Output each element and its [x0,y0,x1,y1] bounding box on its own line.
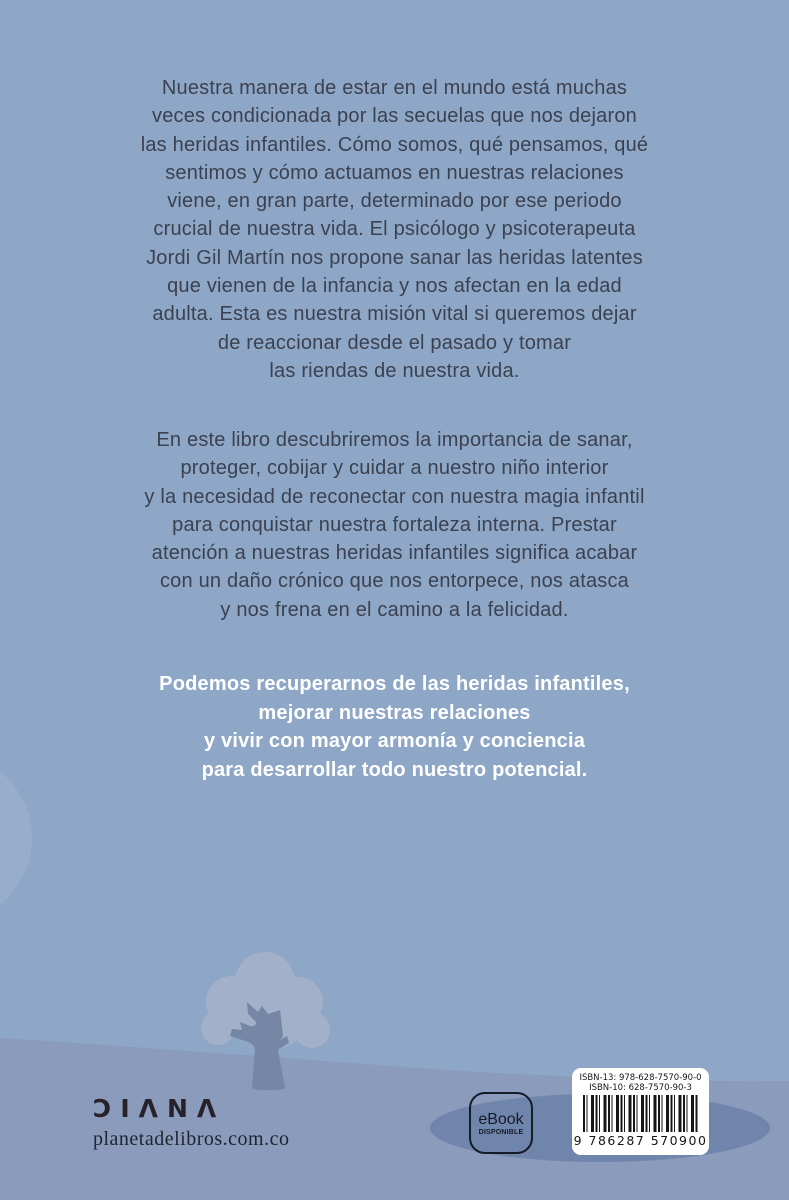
synopsis-line: para conquistar nuestra fortaleza interna. Prestar [172,513,617,536]
synopsis-line: En este libro descubriremos la importancia de sanar, [156,429,633,451]
highlight-line: Podemos recuperarnos de las heridas infantiles, [159,673,630,695]
tree-silhouette-icon [190,950,340,1100]
highlight-line: para desarrollar todo nuestro potencial. [201,758,588,781]
ebook-available-badge [469,1092,533,1154]
publisher-website: planetadelibros.com.co [93,1128,290,1150]
isbn10-text: ISBN-10: 628-7570-90-3 [589,1083,692,1093]
synopsis-line: de reaccionar desde el pasado y tomar [217,331,572,354]
ebook-badge-subtitle: DISPONIBLE [478,1128,524,1136]
synopsis-line: Jordi Gil Martín nos propone sanar las heridas latentes [146,246,643,269]
barcode-sticker [572,1068,709,1155]
synopsis-line: las riendas de nuestra vida. [269,359,520,382]
publisher-logo-diana: ƆIΛNΛ [93,1094,226,1123]
highlight-paragraph [0,670,789,784]
synopsis-line: las heridas infantiles. Cómo somos, qué pensamos, qué [140,133,649,156]
synopsis-line: que vienen de la infancia y nos afectan en la edad [167,275,622,298]
synopsis-line: atención a nuestras heridas infantiles significa acabar [151,542,638,565]
highlight-line: y vivir con mayor armonía y conciencia [203,730,586,752]
synopsis-paragraph-1 [0,74,789,385]
synopsis-line: adulta. Esta es nuestra misión vital si queremos dejar [152,303,637,326]
synopsis-line: y la necesidad de reconectar con nuestra magia infantil [144,485,645,508]
synopsis-line: y nos frena en el camino a la felicidad. [220,598,569,621]
synopsis-paragraph-2 [0,426,789,624]
synopsis-line: proteger, cobijar y cuidar a nuestro niño interior [180,457,609,480]
ebook-badge-title: eBook [478,1110,524,1128]
synopsis-line: Nuestra manera de estar en el mundo está muchas [161,77,628,99]
synopsis-line: crucial de nuestra vida. El psicólogo y psicoterapeuta [153,218,636,241]
synopsis-line: viene, en gran parte, determinado por ese periodo [167,190,622,213]
highlight-line: mejorar nuestras relaciones [258,701,531,724]
barcode-bars-icon [583,1095,699,1132]
synopsis-line: con un daño crónico que nos entorpece, nos atasca [159,570,629,593]
barcode-number: 9 786287 570900 [573,1133,708,1148]
synopsis-line: veces condicionada por las secuelas que nos dejaron [152,105,637,128]
synopsis-line: sentimos y cómo actuamos en nuestras relaciones [165,161,624,184]
isbn13-text: ISBN-13: 978-628-7570-90-0 [579,1073,702,1083]
